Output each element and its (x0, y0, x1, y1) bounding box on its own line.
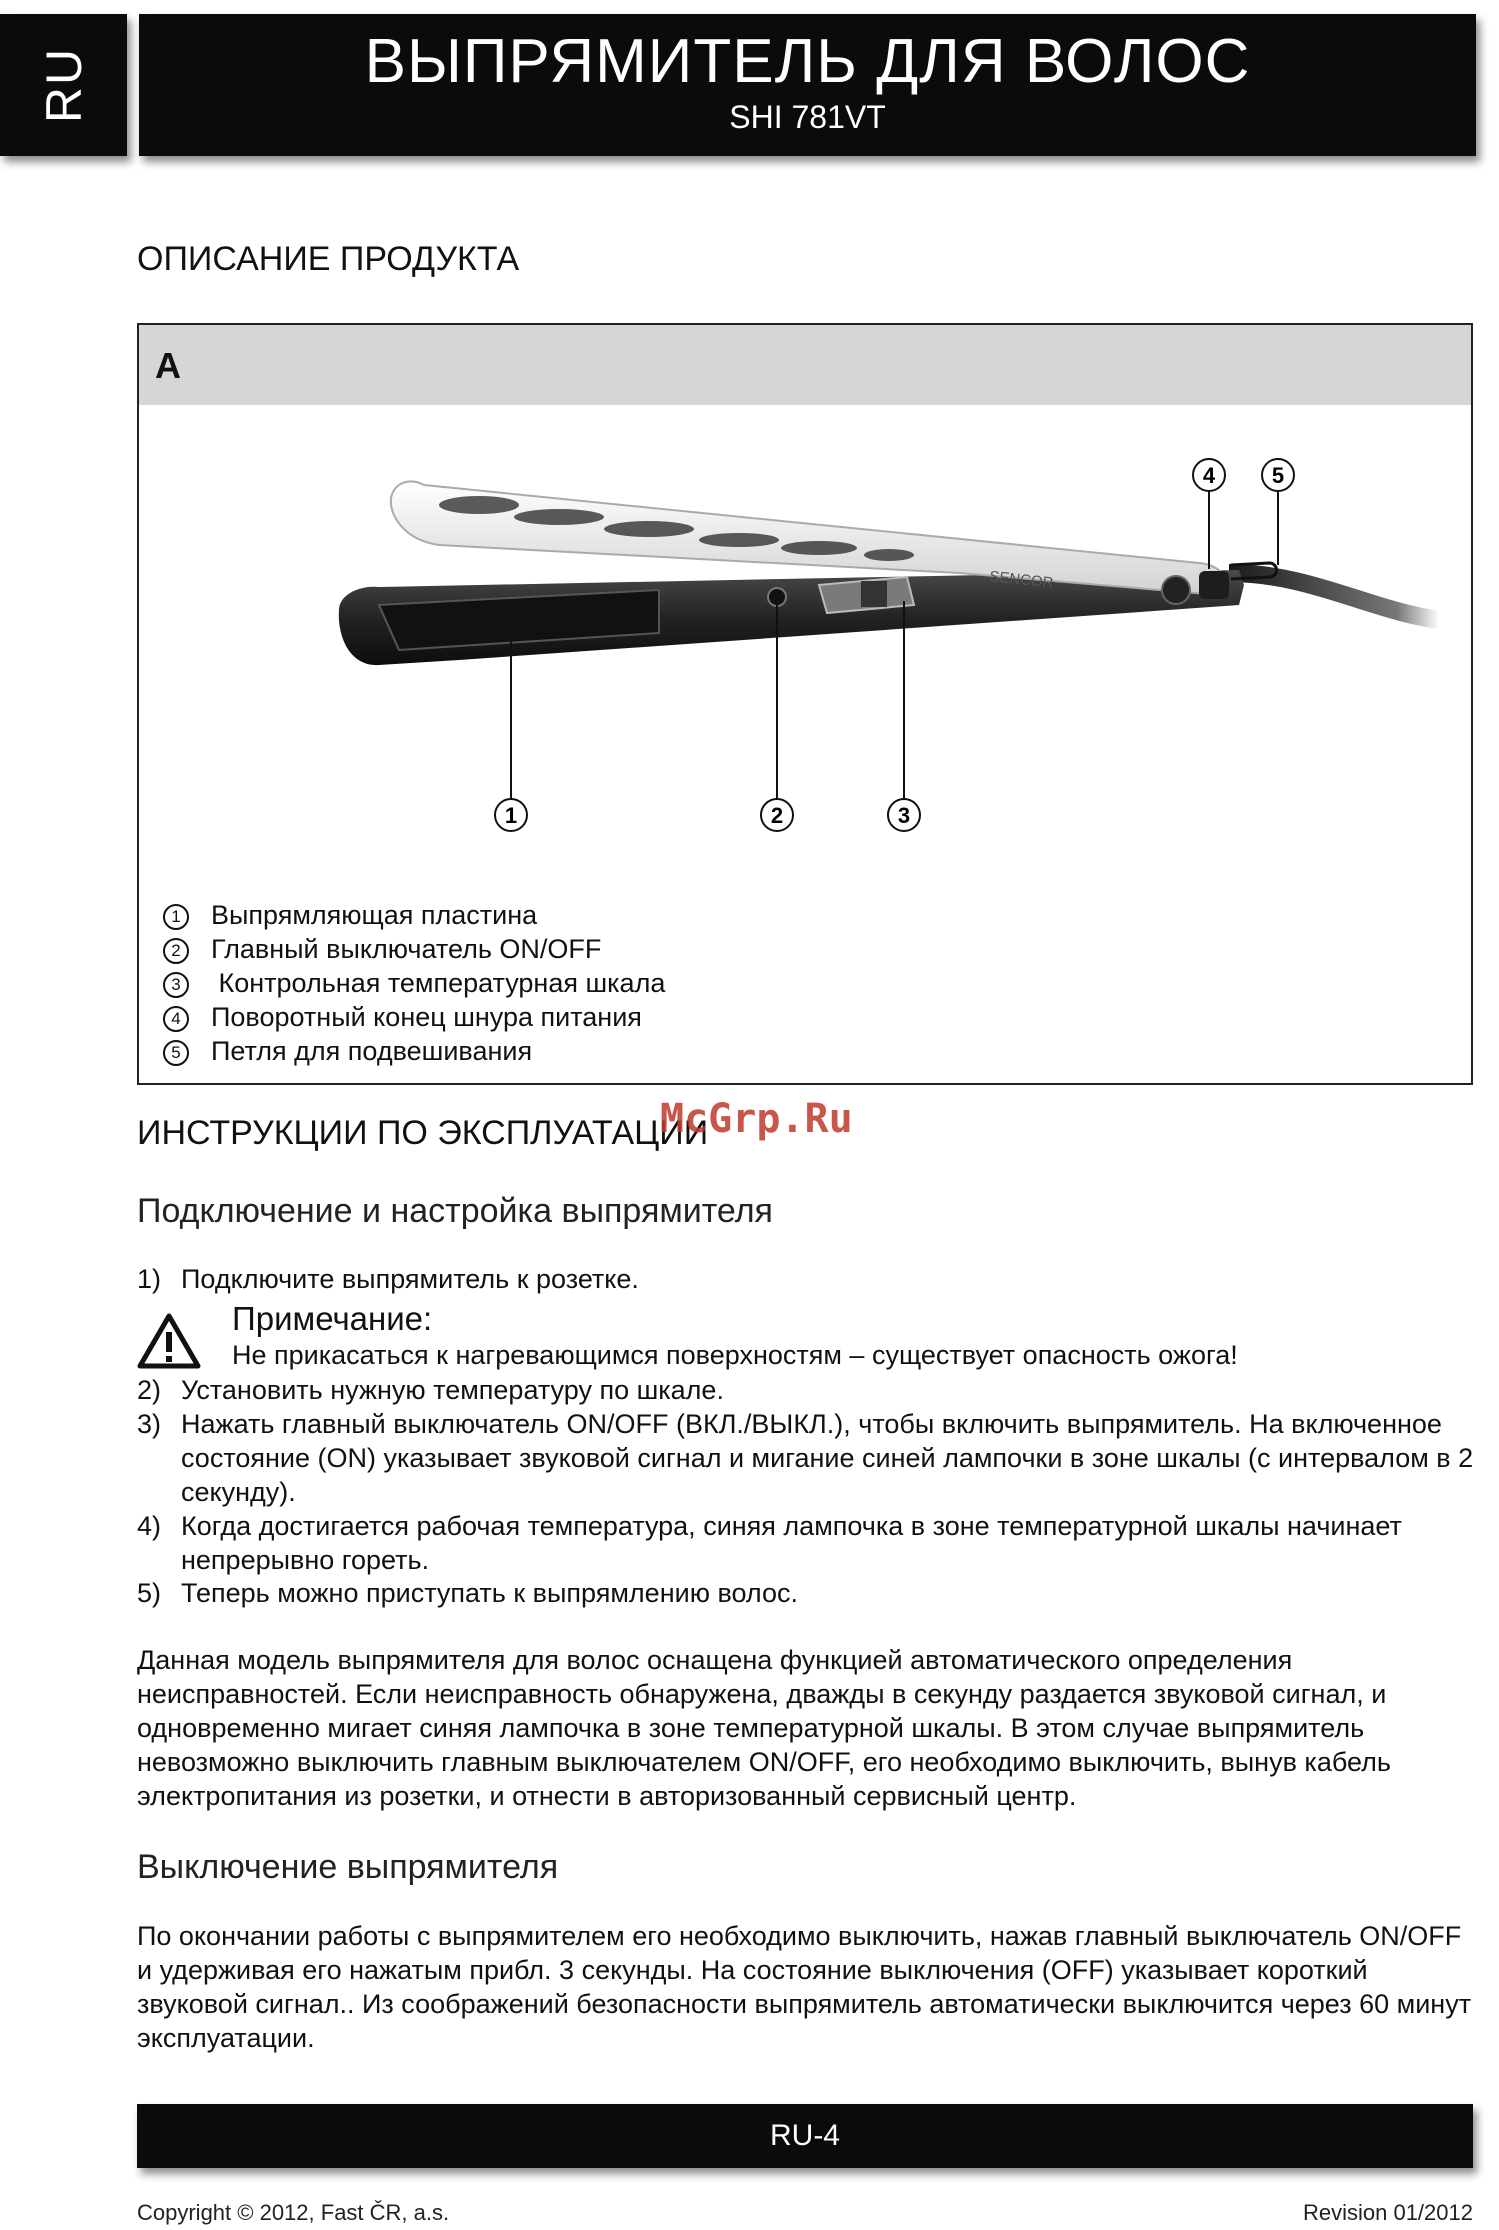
swivel-end (1199, 571, 1229, 599)
note-title: Примечание: (232, 1300, 433, 1337)
power-cable (1229, 573, 1439, 620)
figure-label: A (155, 345, 181, 386)
legend-text: Выпрямляющая пластина (211, 900, 538, 930)
copyright: Copyright © 2012, Fast ČR, a.s. (137, 2200, 450, 2225)
callout-5: 5 (1271, 463, 1285, 488)
legend-item (163, 1036, 532, 1070)
figure-header (139, 325, 1471, 405)
legend-text: Поворотный конец шнура питания (211, 1002, 642, 1032)
step-item (137, 1576, 1477, 1610)
step-number: 5) (137, 1578, 162, 1608)
language-tab (0, 14, 127, 156)
instructions-heading: ИНСТРУКЦИИ ПО ЭКСПЛУАТАЦИИ (137, 1114, 709, 1152)
watermark: McGrp.Ru (660, 1096, 853, 1142)
language-label: RU (35, 46, 92, 124)
callout-3: 3 (897, 803, 911, 828)
legend-item (163, 900, 537, 934)
switch-off-paragraph: По окончании работы с выпрямителем его необходимо выключить, нажав главный выключатель ON/OFF и удерживая его нажатым прибл. 3 секунды. На состояние выключения (OFF) указывает короткий звуковой сигнал.. Из соображений безопасности выпрямитель автоматически выключится через 60 минут эксплуатации. (137, 1921, 1472, 2053)
legend-item (163, 1002, 642, 1036)
legend-item (163, 968, 665, 1002)
legend-text: Контрольная температурная шкала (211, 968, 666, 998)
note-text: Не прикасаться к нагревающимся поверхностям – существует опасность ожога! (232, 1340, 1238, 1370)
step-item (137, 1509, 1477, 1577)
step-item (137, 1373, 1477, 1407)
legend-number: 2 (163, 938, 189, 964)
legend-number: 5 (163, 1040, 189, 1066)
switch-off-heading: Выключение выпрямителя (137, 1848, 559, 1886)
step-text: Теперь можно приступать к выпрямлению волос. (181, 1578, 798, 1608)
legend-item (163, 934, 601, 968)
legend-number: 1 (163, 904, 189, 930)
revision: Revision 01/2012 (1302, 2200, 1473, 2225)
page-number: RU-4 (769, 2119, 840, 2152)
step-number: 2) (137, 1375, 162, 1405)
legend-text: Главный выключатель ON/OFF (211, 934, 602, 964)
warning-icon (137, 1312, 201, 1370)
hair-straightener-illustration (139, 405, 1471, 845)
step-number: 3) (137, 1409, 162, 1439)
model-number: SHI 781VT (729, 99, 886, 135)
brand-on-device: SENCOR (988, 568, 1055, 592)
page-title: ВЫПРЯМИТЕЛЬ ДЛЯ ВОЛОС (364, 27, 1251, 96)
power-switch (768, 588, 786, 606)
page-number-bar (137, 2104, 1473, 2168)
temperature-wheel (861, 581, 887, 607)
upper-arm (391, 481, 1226, 595)
step-text: Когда достигается рабочая температура, синяя лампочка в зоне температурной шкалы начинает непрерывно гореть. (181, 1511, 1402, 1575)
fault-detection-paragraph: Данная модель выпрямителя для волос оснащена функцией автоматического определения неисправностей. Если неисправность обнаружена, дважды в секунду раздается звуковой сигнал, и одновременно мигает синяя лампочка в зоне температурной шкалы. В этом случае выпрямитель невозможно выключить главным выключателем ON/OFF, его необходимо выключить, вынув кабель электропитания из розетки, и отнести в авторизованный сервисный центр. (137, 1645, 1391, 1811)
callout-2: 2 (770, 803, 784, 828)
step-text: Установить нужную температуру по шкале. (181, 1375, 724, 1405)
hinge (1162, 576, 1190, 604)
legend-number: 4 (163, 1006, 189, 1032)
step-number: 4) (137, 1511, 162, 1541)
callout-4: 4 (1202, 463, 1216, 488)
step-number: 1) (137, 1264, 162, 1294)
callout-1: 1 (504, 803, 518, 828)
legend-text: Петля для подвешивания (211, 1036, 533, 1066)
step-item (137, 1407, 1477, 1509)
product-description-heading: ОПИСАНИЕ ПРОДУКТА (137, 240, 520, 278)
connect-setup-heading: Подключение и настройка выпрямителя (137, 1192, 773, 1230)
step-text: Подключите выпрямитель к розетке. (181, 1264, 639, 1294)
title-bar (139, 14, 1476, 156)
legend-number: 3 (163, 972, 189, 998)
product-figure-box (137, 323, 1473, 1085)
step-item (137, 1262, 1477, 1296)
step-text: Нажать главный выключатель ON/OFF (ВКЛ./ВЫКЛ.), чтобы включить выпрямитель. На включенное состояние (ON) указывает звуковой сигнал и мигание синей лампочки в зоне шкалы (с интервалом в 2 секунду). (181, 1409, 1474, 1507)
